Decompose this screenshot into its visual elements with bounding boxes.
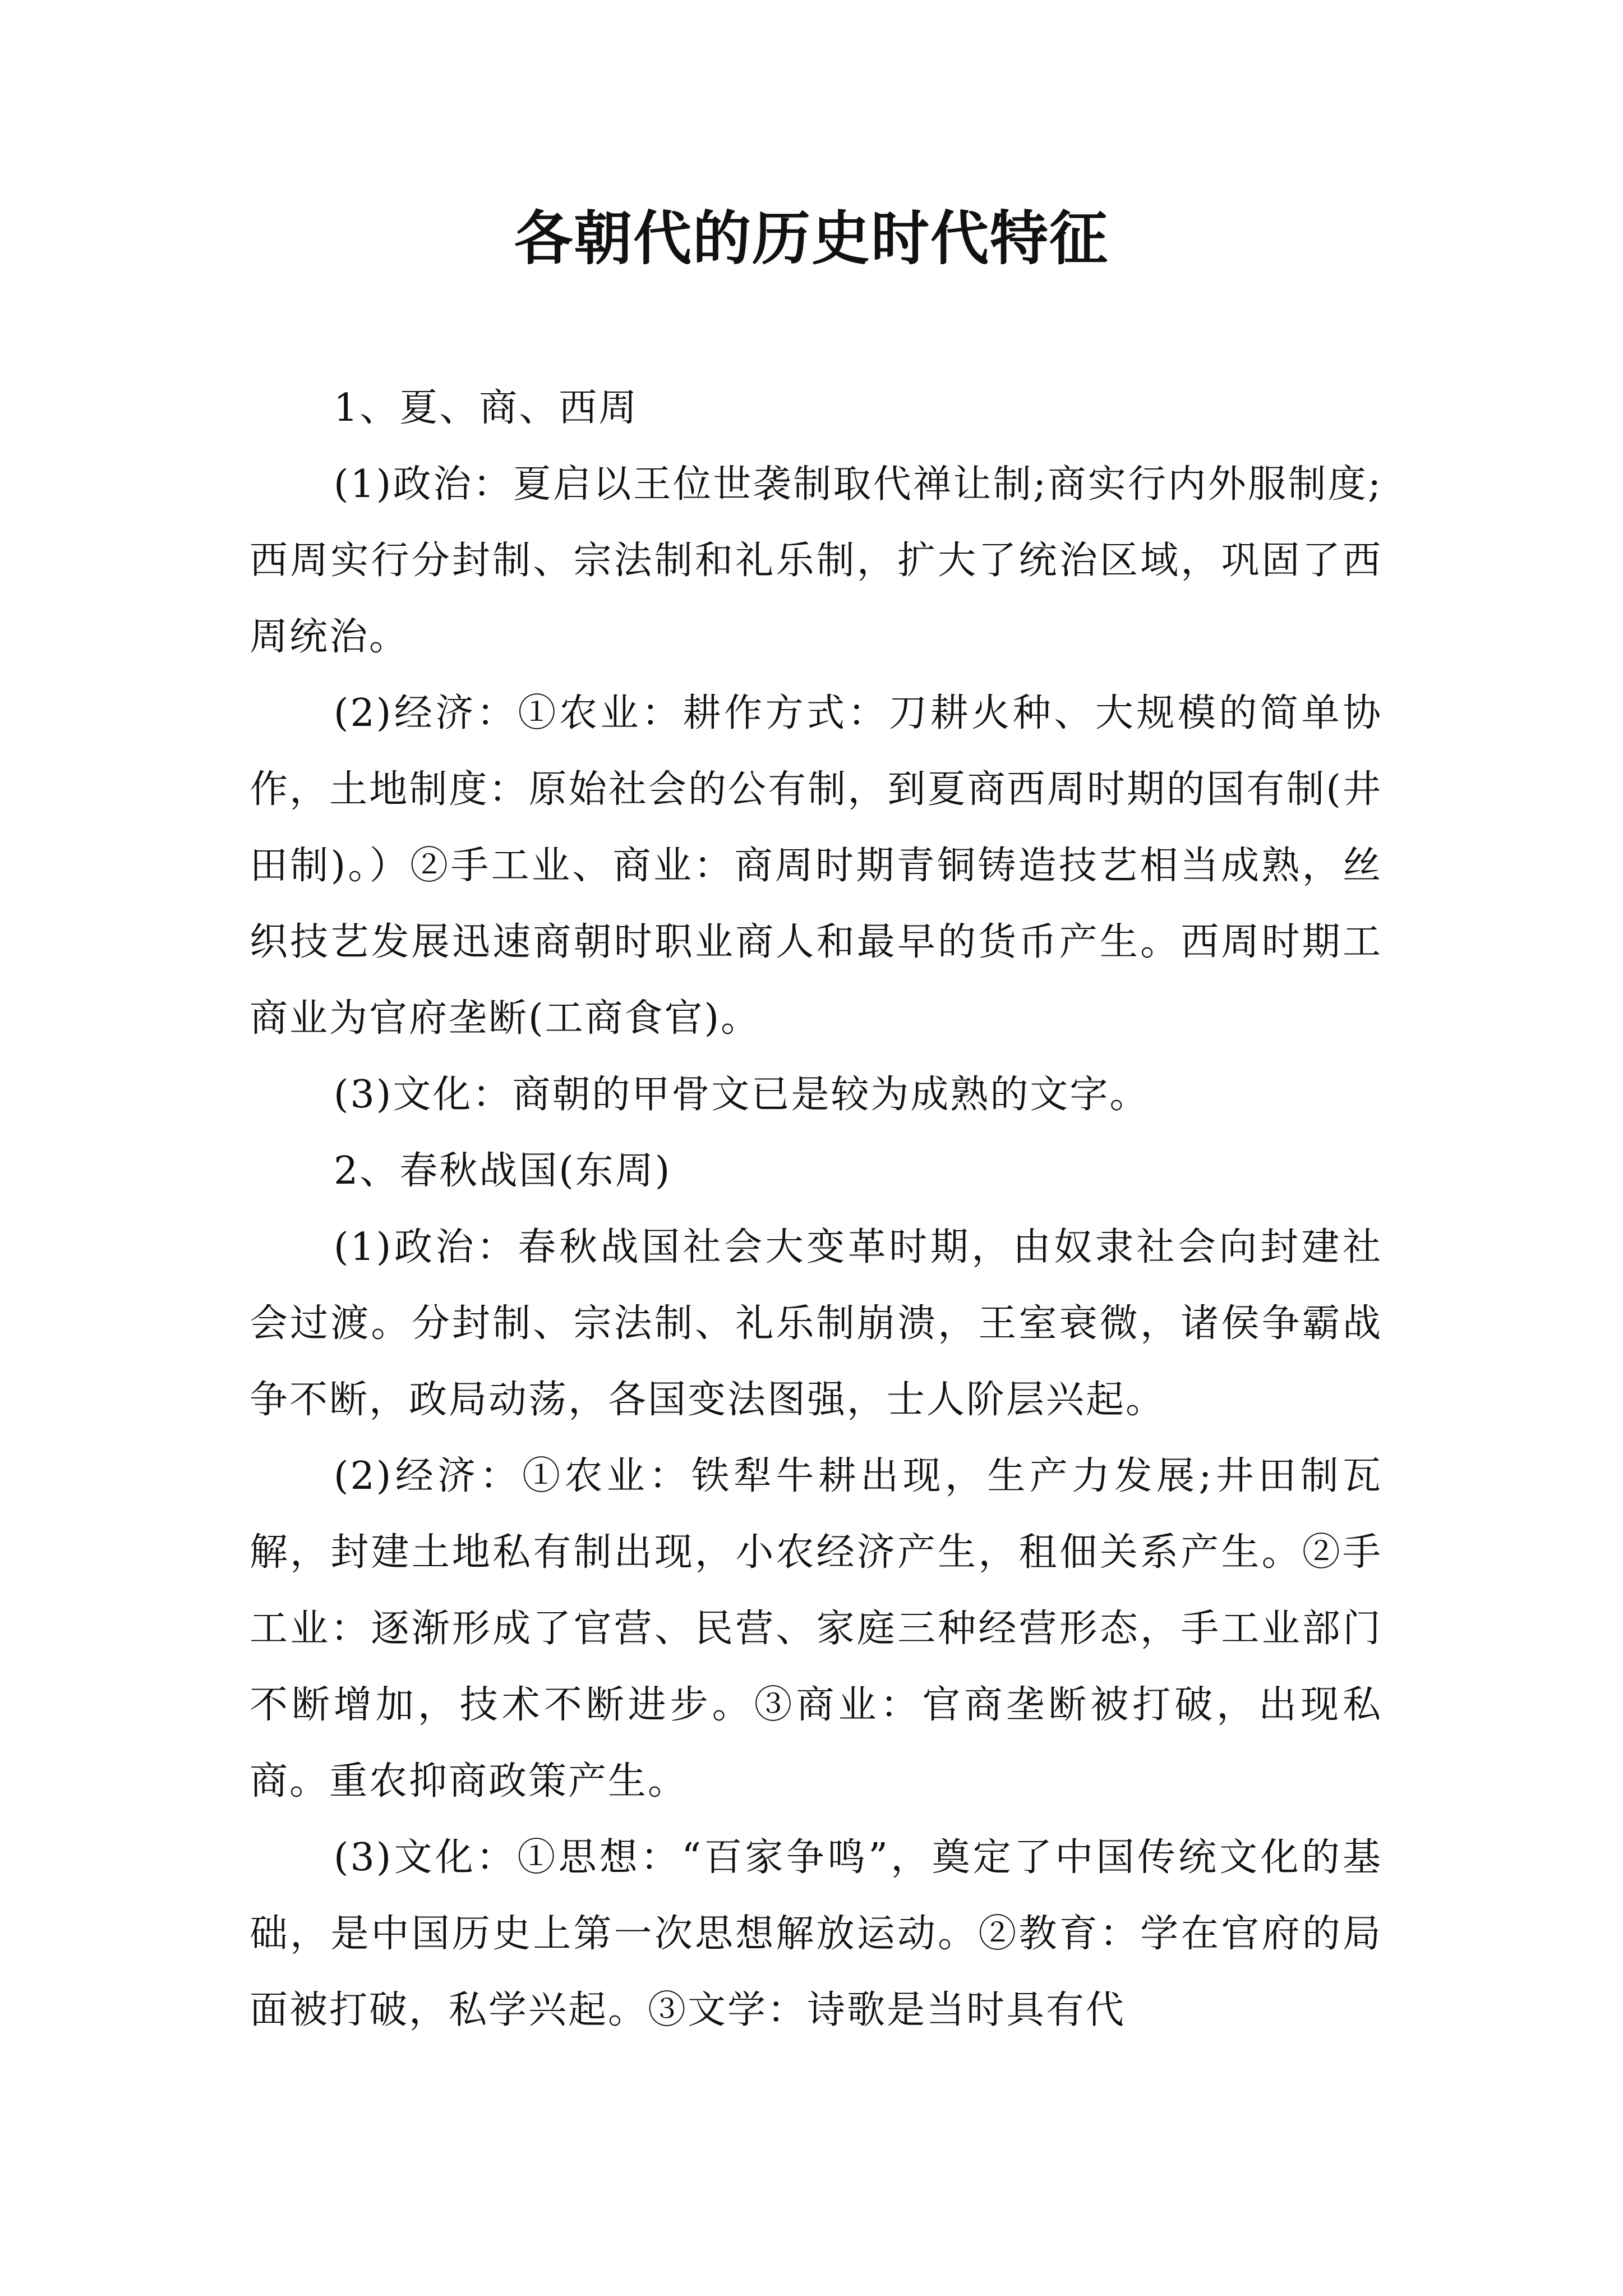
- paragraph-economy-2: (2)经济：①农业：铁犁牛耕出现，生产力发展;井田制瓦解，封建土地私有制出现，小农经济产生，租佃关系产生。②手工业：逐渐形成了官营、民营、家庭三种经营形态，手工业部门不断增加，技术不断进步。③商业：官商垄断被打破，出现私商。重农抑商政策产生。: [250, 1454, 1382, 1803]
- document-body: [250, 370, 1382, 2049]
- paragraph-economy-1: (2)经济：①农业：耕作方式：刀耕火种、大规模的简单协作，土地制度：原始社会的公有制，到夏商西周时期的国有制(井田制)。）②手工业、商业：商周时期青铜铸造技艺相当成熟，丝织技艺发展迅速商朝时职业商人和最早的货币产生。西周时期工商业为官府垄断(工商食官)。: [250, 691, 1382, 1041]
- paragraph-culture-2: (3)文化：①思想：“百家争鸣”，奠定了中国传统文化的基础，是中国历史上第一次思想解放运动。②教育：学在官府的局面被打破，私学兴起。③文学：诗歌是当时具有代: [250, 1835, 1382, 2032]
- paragraph-politics-1: (1)政治：夏启以王位世袭制取代禅让制;商实行内外服制度;西周实行分封制、宗法制和礼乐制，扩大了统治区域，巩固了西周统治。: [250, 462, 1382, 659]
- section-heading-spring-autumn: 2、春秋战国(东周): [334, 1149, 672, 1193]
- section-heading-xia-shang-zhou: 1、夏、商、西周: [334, 386, 639, 430]
- paragraph-culture-1: (3)文化：商朝的甲骨文已是较为成熟的文字。: [334, 1073, 1150, 1117]
- paragraph-politics-2: (1)政治：春秋战国社会大变革时期，由奴隶社会向封建社会过渡。分封制、宗法制、礼乐制崩溃，王室衰微，诸侯争霸战争不断，政局动荡，各国变法图强，士人阶层兴起。: [250, 1225, 1382, 1422]
- document-title: 各朝代的历史时代特征: [514, 204, 1109, 273]
